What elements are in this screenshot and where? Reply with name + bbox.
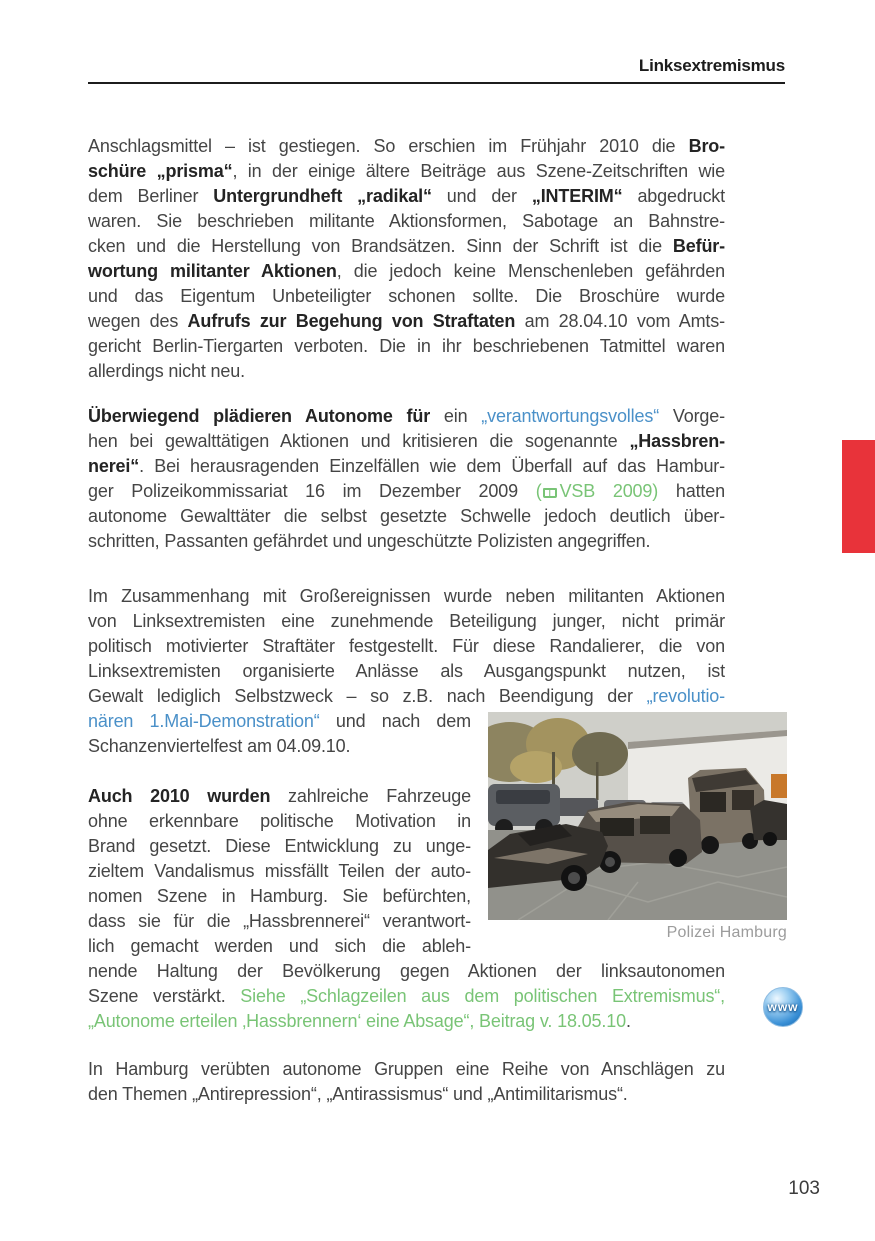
chapter-thumb-index-red: [842, 440, 875, 553]
text-line: [88, 884, 471, 909]
text-segment: wortung militanter Aktionen: [88, 261, 337, 281]
www-globe-label: www: [767, 1000, 799, 1014]
burned-cars-illustration: [488, 712, 787, 920]
text-line: [88, 609, 725, 634]
text-segment: . Bei herausragenden Einzelfällen wie dem Überfall auf das Hambur-: [139, 456, 725, 476]
text-segment: und nach dem: [319, 711, 471, 731]
text-line: [88, 984, 725, 1009]
text-segment: schüre „prisma“: [88, 161, 233, 181]
reference-link[interactable]: „revolutio-: [646, 686, 725, 706]
text-segment: In Hamburg verübten autonome Gruppen eine Reihe von Anschlägen zu: [88, 1059, 725, 1079]
text-segment: , in der einige ältere Beiträge aus Szene-Zeitschriften wie: [232, 161, 725, 181]
text-line: [88, 454, 725, 479]
paragraph-autonome-plaedieren: [88, 404, 725, 554]
text-line: [88, 584, 725, 609]
text-line: [88, 404, 725, 429]
photo-burned-cars: [488, 712, 787, 920]
text-line: [88, 429, 725, 454]
text-line: [88, 934, 471, 959]
text-segment: Überwiegend plädieren Autonome für: [88, 406, 431, 426]
text-segment: den Themen „Antirepression“, „Antirassismus“ und „Antimilitarismus“.: [88, 1084, 628, 1104]
text-segment: am 28.04.10 vom Amts-: [515, 311, 725, 331]
paragraph-grossereignisse: [88, 584, 725, 709]
text-segment: Bro-: [688, 136, 725, 156]
text-segment: zahlreiche Fahrzeuge: [270, 786, 471, 806]
text-segment: Aufrufs zur Begehung von Straftaten: [187, 311, 516, 331]
text-line: [88, 684, 725, 709]
text-line: [88, 184, 725, 209]
www-globe-icon[interactable]: [763, 987, 803, 1027]
text-segment: nerei“: [88, 456, 140, 476]
text-segment: zieltem Vandalismus missfällt Teilen der auto-: [88, 861, 471, 881]
text-segment: abgedruckt: [622, 186, 725, 206]
text-line: [88, 659, 725, 684]
text-line: [88, 1082, 725, 1107]
text-line: [88, 859, 471, 884]
text-segment: waren. Sie beschrieben militante Aktionsformen, Sabotage an Bahnstre-: [88, 211, 725, 231]
reference-link[interactable]: nären 1.Mai-Demonstration“: [88, 711, 320, 731]
text-segment: autonome Gewalttäter die selbst gesetzte Schwelle jedoch deutlich über-: [88, 506, 725, 526]
text-line: [88, 1057, 725, 1082]
page-header: [88, 56, 785, 84]
header-title: Linksextremismus: [638, 56, 785, 75]
text-segment: ger Polizeikommissariat 16 im Dezember 2009: [88, 481, 536, 501]
text-line: [88, 234, 725, 259]
text-segment: Befür-: [672, 236, 725, 256]
text-line: [88, 134, 725, 159]
text-segment: Untergrundheft „radikal“: [213, 186, 432, 206]
text-segment: politisch motivierter Straftäter festgestellt. Für diese Randalierer, die von: [88, 636, 725, 656]
paragraph-broschuere-prisma: [88, 134, 725, 384]
text-segment: von Linksextremisten eine zunehmende Beteiligung junger, nicht primär: [88, 611, 725, 631]
text-line: [88, 634, 725, 659]
reference-link[interactable]: VSB 2009): [559, 481, 659, 501]
text-line: [88, 809, 471, 834]
text-line: [88, 709, 471, 734]
text-line: [88, 334, 725, 359]
text-segment: „Hassbren-: [629, 431, 725, 451]
text-segment: hatten: [658, 481, 725, 501]
text-line: [88, 359, 725, 384]
text-segment: nende Haltung der Bevölkerung gegen Aktionen der linksautonomen: [88, 961, 725, 981]
text-line: [88, 1009, 725, 1034]
text-segment: und der: [431, 186, 532, 206]
text-segment: Auch 2010 wurden: [88, 786, 271, 806]
reference-link[interactable]: Siehe „Schlagzeilen aus dem politischen Extremismus“,: [240, 986, 725, 1006]
text-segment: ohne erkennbare politische Motivation in: [88, 811, 471, 831]
text-segment: Anschlagsmittel – ist gestiegen. So erschien im Frühjahr 2010 die: [88, 136, 689, 156]
text-line: [88, 909, 471, 934]
text-segment: allerdings nicht neu.: [88, 361, 245, 381]
text-line: [88, 504, 725, 529]
text-segment: nomen Szene in Hamburg. Sie befürchten,: [88, 886, 471, 906]
reference-link[interactable]: (: [535, 481, 542, 501]
text-segment: Vorge-: [659, 406, 725, 426]
text-segment: dem Berliner: [88, 186, 214, 206]
text-line: [88, 834, 471, 859]
photo-caption: Polizei Hamburg: [666, 924, 787, 941]
text-line: [88, 159, 725, 184]
text-segment: cken und die Herstellung von Brandsätzen. Sinn der Schrift ist die: [88, 236, 673, 256]
text-segment: ein: [430, 406, 482, 426]
text-line: [88, 734, 471, 759]
text-segment: dass sie für die „Hassbrennerei“ verantwort-: [88, 911, 471, 931]
text-line: [88, 784, 471, 809]
paragraph-hamburg-anschlaege: [88, 1057, 725, 1107]
text-segment: lich gemacht werden und sich die ableh-: [88, 936, 471, 956]
text-segment: schritten, Passanten gefährdet und ungeschützte Polizisten angegriffen.: [88, 531, 651, 551]
text-segment: Brand gesetzt. Diese Entwicklung zu unge-: [88, 836, 471, 856]
text-line: [88, 259, 725, 284]
reference-link[interactable]: „Autonome erteilen ‚Hassbrennern‘ eine Absage“, Beitrag v. 18.05.10: [88, 1011, 626, 1031]
text-segment: hen bei gewalttätigen Aktionen und kritisieren die sogenannte: [88, 431, 630, 451]
text-segment: wegen des: [88, 311, 188, 331]
reference-link[interactable]: „verantwortungsvolles“: [481, 406, 660, 426]
book-icon: [543, 488, 557, 498]
text-line: [88, 309, 725, 334]
text-segment: .: [625, 1011, 631, 1031]
text-line: [88, 284, 725, 309]
paragraph-auch-2010-fullwidth: [88, 959, 725, 1034]
text-line: [88, 529, 725, 554]
text-line: [88, 959, 725, 984]
text-segment: Szene verstärkt.: [88, 986, 241, 1006]
text-segment: gericht Berlin-Tiergarten verboten. Die in ihr beschriebenen Tatmittel waren: [88, 336, 725, 356]
text-segment: und das Eigentum Unbeteiligter schonen sollte. Die Broschüre wurde: [88, 286, 725, 306]
paragraph-grossereignisse-wrap: [88, 709, 471, 759]
text-line: [88, 479, 725, 504]
paragraph-auch-2010: [88, 784, 471, 959]
text-line: [88, 209, 725, 234]
text-segment: , die jedoch keine Menschenleben gefährden: [336, 261, 725, 281]
text-segment: Gewalt lediglich Selbstzweck – so z.B. nach Beendigung der: [88, 686, 647, 706]
text-segment: Im Zusammenhang mit Großereignissen wurde neben militanten Aktionen: [88, 586, 725, 606]
text-segment: „INTERIM“: [531, 186, 623, 206]
page-number: 103: [788, 1178, 820, 1199]
text-segment: Linksextremisten organisierte Anlässe als Ausgangspunkt nutzen, ist: [88, 661, 725, 681]
text-segment: Schanzenviertelfest am 04.09.10.: [88, 736, 351, 756]
